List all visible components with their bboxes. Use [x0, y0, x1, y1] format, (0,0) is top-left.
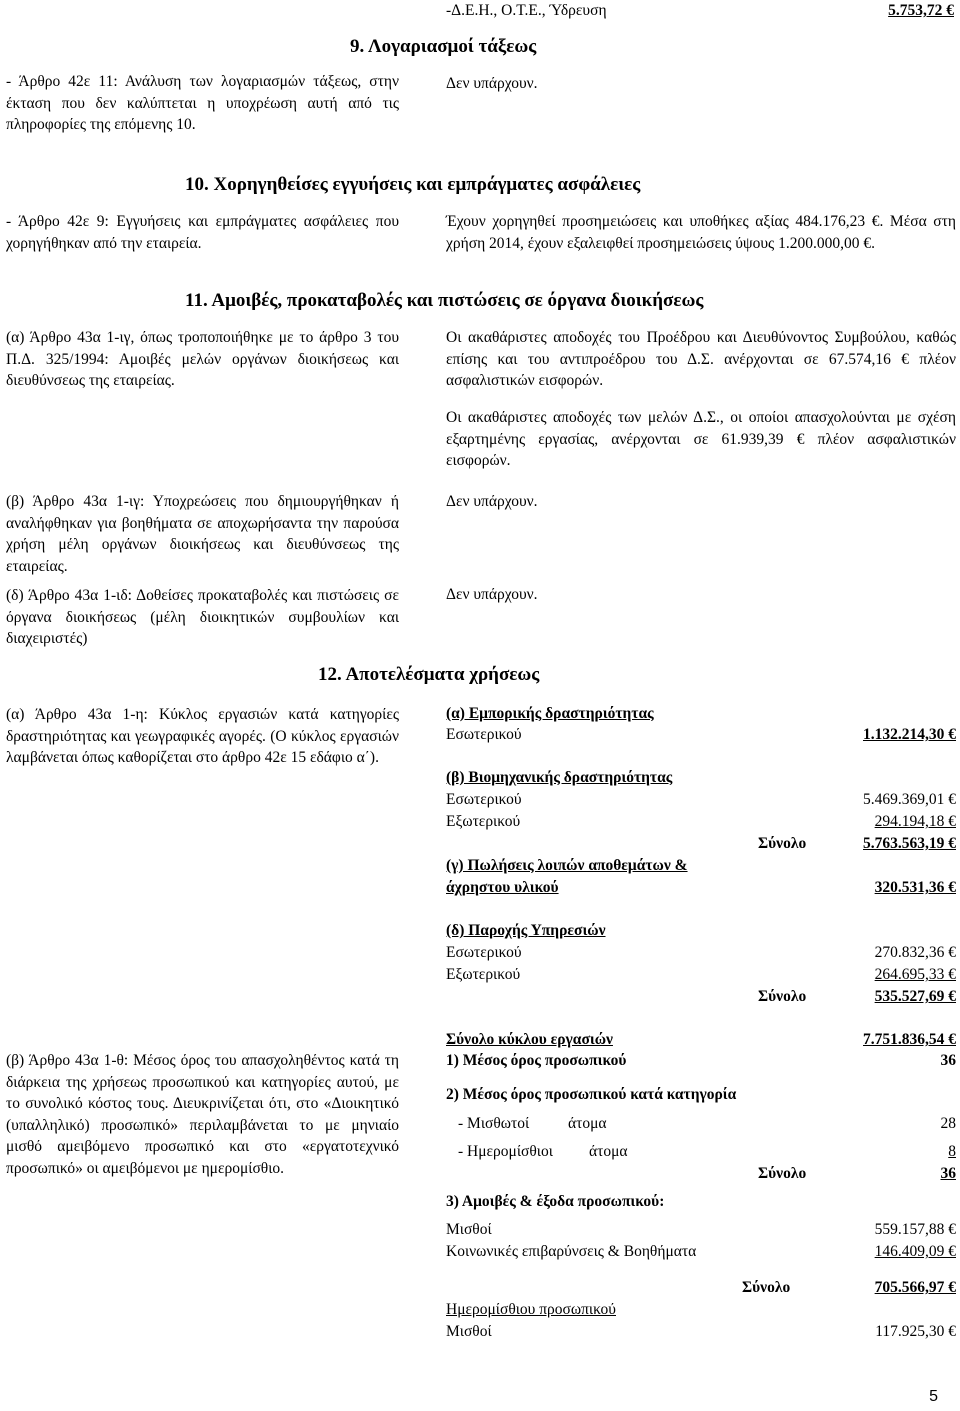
other-sales-title-line1: (γ) Πωλήσεις λοιπών αποθεμάτων &	[446, 857, 688, 874]
page-number: 5	[929, 1388, 938, 1405]
other-sales-title-line2: άχρηστου υλικού	[446, 879, 559, 896]
services-internal-value: 270.832,36 €	[874, 944, 956, 961]
pay-total-row	[446, 1277, 956, 1299]
services-total-label: Σύνολο	[758, 988, 807, 1005]
commercial-internal-label: Εσωτερικού	[446, 726, 522, 743]
avg-staff-value: 36	[940, 1052, 956, 1069]
section-11-d-right: Δεν υπάρχουν.	[446, 586, 538, 603]
salaries-label: Μισθοί	[446, 1221, 492, 1238]
section-11-b-left: (β) Άρθρο 43α 1-ιγ: Υποχρεώσεις που δημιουργήθηκαν ή αναλήφθηκαν για βοηθήματα σε αποχωρήσαντα την παρούσα χρήση μέλη οργάνων διοικήσεως και διευθύνσεως της εταιρείας.	[6, 493, 399, 575]
services-title: (δ) Παροχής Υπηρεσιών	[446, 922, 606, 939]
industrial-external-row	[446, 811, 956, 833]
daily-wage-row	[446, 1141, 956, 1163]
services-external-value: 264.695,33 €	[874, 966, 956, 983]
industrial-title: (β) Βιομηχανικής δραστηριότητας	[446, 769, 673, 786]
section-11-a-right-1: Οι ακαθάριστες αποδοχές του Προέδρου και Διευθύνοντος Συμβούλου, καθώς επίσης και του αντιπροέδρου του Δ.Σ. ανέρχονται σε 67.574,16 € πλέον ασφαλιστικών εισφορών.	[446, 329, 956, 389]
salaried-label: - Μισθωτοί	[458, 1115, 530, 1132]
pay-total-value: 705.566,97 €	[874, 1279, 956, 1296]
industrial-internal-label: Εσωτερικού	[446, 791, 522, 808]
other-sales-title-row-2	[446, 877, 956, 899]
social-charges-label: Κοινωνικές επιβαρύνσεις & Βοηθήματα	[446, 1243, 697, 1260]
turnover-total-row	[446, 1029, 956, 1051]
section-11-a-right-2: Οι ακαθάριστες αποδοχές των μελών Δ.Σ., οι οποίοι απασχολούνται με σχέση εξαρτημένης εργασίας, ανέρχονται σε 61.939,39 € πλέον ασφαλιστικών εισφορών.	[446, 409, 956, 469]
salaries-row	[446, 1219, 956, 1241]
social-charges-row	[446, 1241, 956, 1263]
section-11-b-right: Δεν υπάρχουν.	[446, 493, 538, 510]
section-11-heading: 11. Αμοιβές, προκαταβολές και πιστώσεις σε όργανα διοικήσεως	[185, 290, 704, 311]
services-total-row	[446, 986, 956, 1008]
commercial-internal-value: 1.132.214,30 €	[863, 726, 956, 743]
daily-staff-salaries-label: Μισθοί	[446, 1323, 492, 1340]
industrial-internal-row	[446, 789, 956, 811]
pay-total-label: Σύνολο	[742, 1279, 791, 1296]
turnover-total-label: Σύνολο κύκλου εργασιών	[446, 1031, 613, 1048]
salaried-value: 28	[940, 1115, 956, 1132]
utility-expenses-value: 5.753,72 €	[888, 2, 954, 19]
services-external-label: Εξωτερικού	[446, 966, 521, 983]
daily-staff-salaries-value: 117.925,30 €	[875, 1323, 956, 1340]
services-external-row	[446, 964, 956, 986]
turnover-total-value: 7.751.836,54 €	[863, 1031, 956, 1048]
section-11-d-left: (δ) Άρθρο 43α 1-ιδ: Δοθείσες προκαταβολές και πιστώσεις σε όργανα διοικήσεως (μέλη διοικητικών συμβουλίων και διαχειριστές)	[6, 587, 399, 647]
utility-expenses-label: -Δ.Ε.Η., Ο.Τ.Ε., Ύδρευση	[446, 2, 607, 19]
section-10-left-text: - Άρθρο 42ε 9: Εγγυήσεις και εμπράγματες ασφάλειες που χορηγήθηκαν από την εταιρεία.	[6, 213, 399, 252]
industrial-total-value: 5.763.563,19 €	[863, 835, 956, 852]
category-total-row	[446, 1163, 956, 1185]
services-internal-label: Εσωτερικού	[446, 944, 522, 961]
industrial-external-label: Εξωτερικού	[446, 813, 521, 830]
section-9-heading: 9. Λογαριασμοί τάξεως	[350, 36, 537, 57]
avg-by-category-title-row	[446, 1084, 956, 1106]
commercial-internal-row	[446, 724, 956, 746]
services-title-row	[446, 920, 956, 942]
section-12-heading: 12. Αποτελέσματα χρήσεως	[318, 664, 540, 685]
avg-staff-label: 1) Μέσος όρος προσωπικού	[446, 1052, 627, 1069]
category-total-value: 36	[940, 1165, 956, 1182]
section-11-a-left: (α) Άρθρο 43α 1-ιγ, όπως τροποποιήθηκε με το άρθρο 3 του Π.Δ. 325/1994: Αμοιβές μελών οργάνων διοικήσεως και διευθύνσεως της εταιρείας.	[6, 329, 399, 389]
salaried-unit: άτομα	[568, 1115, 607, 1132]
section-12-b-left: (β) Άρθρο 43α 1-θ: Μέσος όρος του απασχοληθέντος κατά τη διάρκεια της χρήσεως προσωπικού και κατηγορίες αυτού, με το συνολικό κόστος τους. Διευκρινίζεται ότι, στο «Διοικητικό (υπαλληλικό) προσωπικό» περιλαμβάνεται το με μηνιαίο μισθό αμειβόμενο προσωπικό και στο «εργατοτεχνικό προσωπικό» οι αμειβόμενοι με ημερομίσθιο.	[6, 1052, 399, 1177]
other-sales-title-row-1	[446, 855, 956, 877]
commercial-title-row	[446, 703, 956, 725]
pay-title: 3) Αμοιβές & έξοδα προσωπικού:	[446, 1193, 665, 1210]
social-charges-value: 146.409,09 €	[874, 1243, 956, 1260]
industrial-total-row	[446, 833, 956, 855]
avg-by-category-title: 2) Μέσος όρος προσωπικού κατά κατηγορία	[446, 1086, 737, 1103]
salaried-row	[446, 1113, 956, 1135]
daily-staff-salaries-row	[446, 1321, 956, 1343]
services-total-value: 535.527,69 €	[874, 988, 956, 1005]
other-sales-value: 320.531,36 €	[874, 879, 956, 896]
section-9-left-text: - Άρθρο 42ε 11: Ανάλυση των λογαριασμών τάξεως, στην έκταση που δεν καλύπτεται η υποχρέωση αυτή από τις πληροφορίες της επόμενης 10.	[6, 73, 399, 133]
industrial-external-value: 294.194,18 €	[874, 813, 956, 830]
daily-wage-value: 8	[948, 1143, 956, 1160]
category-total-label: Σύνολο	[758, 1165, 807, 1182]
services-internal-row	[446, 942, 956, 964]
industrial-title-row	[446, 767, 956, 789]
daily-wage-label: - Ημερομίσθιοι	[458, 1143, 553, 1160]
section-9-right-text: Δεν υπάρχουν.	[446, 75, 538, 92]
daily-wage-unit: άτομα	[589, 1143, 628, 1160]
industrial-total-label: Σύνολο	[758, 835, 807, 852]
salaries-value: 559.157,88 €	[874, 1221, 956, 1238]
avg-staff-row	[446, 1050, 956, 1072]
section-10-heading: 10. Χορηγηθείσες εγγυήσεις και εμπράγματες ασφάλειες	[185, 174, 641, 195]
section-10-right-text: Έχουν χορηγηθεί προσημειώσεις και υποθήκες αξίας 484.176,23 €. Μέσα στη χρήση 2014, έχουν εξαλειφθεί προσημειώσεις ύψους 1.200.000,00 €.	[446, 213, 956, 252]
commercial-title: (α) Εμπορικής δραστηριότητας	[446, 705, 654, 722]
section-12-a-left: (α) Άρθρο 43α 1-η: Κύκλος εργασιών κατά κατηγορίες δραστηριότητας και γεωγραφικές αγορές. (Ο κύκλος εργασιών λαμβάνεται όπως καθορίζεται στο άρθρο 42ε 15 εδάφιο α΄).	[6, 706, 399, 766]
daily-staff-title-row	[446, 1299, 956, 1321]
daily-staff-title: Ημερομίσθιου προσωπικού	[446, 1301, 616, 1318]
industrial-internal-value: 5.469.369,01 €	[863, 791, 956, 808]
pay-title-row	[446, 1191, 956, 1213]
